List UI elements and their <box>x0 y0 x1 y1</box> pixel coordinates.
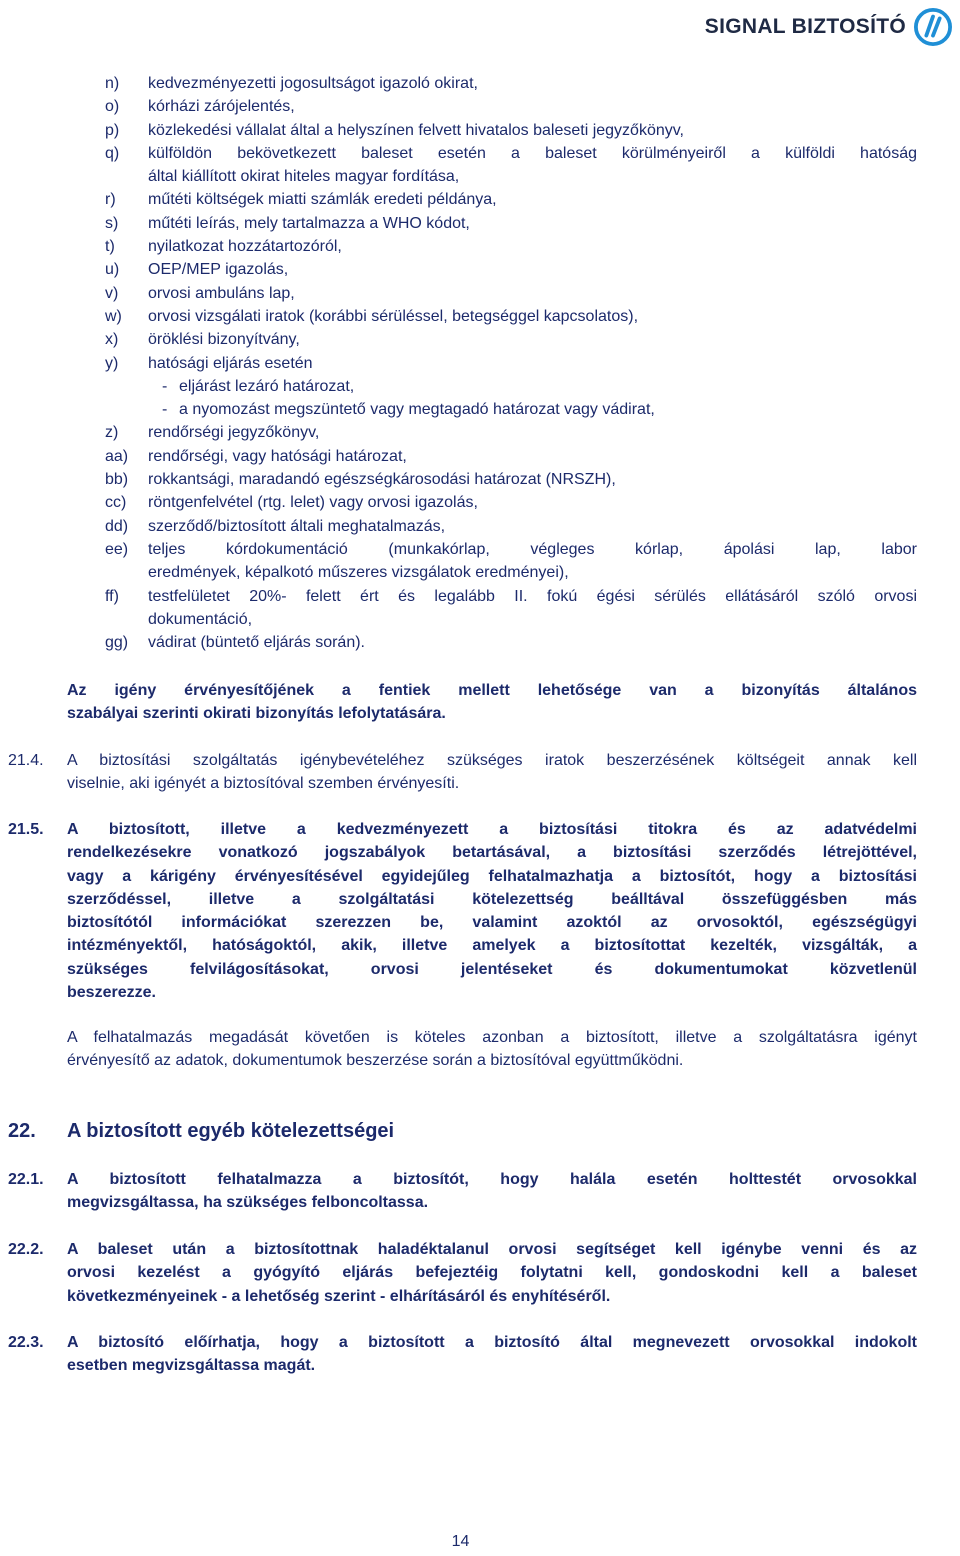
section-22-3: 22.3. A biztosító előírhatja, hogy a biztosított a biztosító által megnevezett orvosokkal indokolt esetben megvizsgáltassa magát. <box>8 1331 917 1378</box>
list-item-z: z) rendőrségi jegyzőkönyv, <box>105 424 320 442</box>
section-number: 22. <box>8 1120 36 1142</box>
section-number: 22.3. <box>8 1334 44 1351</box>
section-number: 21.5. <box>8 821 44 838</box>
section-number: 22.2. <box>8 1241 44 1258</box>
section-number: 21.4. <box>8 752 44 769</box>
list-item-o: o) kórházi zárójelentés, <box>105 98 295 116</box>
page-number: 14 <box>451 1533 470 1550</box>
section-21-5: 21.5. A biztosított, illetve a kedvezményezett a biztosítási titokra és az adatvédelmi rendelkezésekre vonatkozó jogszabályok betartásával, a biztosítási szerződés létrejöttével, vagy a kárigény érvényesítésével egyidejűleg felhatalmazhatja a biztosítót, hogy a biztosítási szerződéssel, illetve a szolgáltatási kötelezettség beálltával összefüggésben más biztosítótól információkat szerezzen be, valamint azoktól az orvosoktól, egészségügyi intézményektől, hatóságoktól, akik, illetve amelyek a biztosítottat kezelték, vizsgálták, a szükséges felvilágosításokat, orvosi jelentéseket és dokumentumokat közvetlenül beszerezze. <box>8 818 917 1004</box>
list-item-p: p) közlekedési vállalat által a helyszínen felvett hivatalos baleseti jegyzőkönyv, <box>105 121 684 139</box>
list-item-cc: cc) röntgenfelvétel (rtg. lelet) vagy orvosi igazolás, <box>105 494 478 512</box>
sub-item-2: - a nyomozást megszüntető vagy megtagadó határozat vagy vádirat, <box>162 401 655 419</box>
document-list <box>105 72 917 654</box>
sub-item-1: - eljárást lezáró határozat, <box>162 377 355 395</box>
brand-name: SIGNAL BIZTOSÍTÓ <box>704 15 906 38</box>
section-title: A biztosított egyéb kötelezettségei <box>67 1120 395 1142</box>
list-item-bb: bb) rokkantsági, maradandó egészségkárosodási határozat (NRSZH), <box>105 471 616 489</box>
list-item-x: x) öröklési bizonyítvány, <box>105 331 300 349</box>
list-item-dd: dd) szerződő/biztosított általi meghatalmazás, <box>105 517 446 535</box>
brand-header <box>705 8 952 46</box>
list-item-ee: ee) teljes kórdokumentáció (munkakórlap, végleges kórlap, ápolási lap, labor eredmények, képalkotó műszeres vizsgálatok eredményei), <box>105 540 917 582</box>
section-21-5-extra: A felhatalmazás megadását követően is köteles azonban a biztosított, illetve a szolgáltatásra igényt érvényesítő az adatok, dokumentumok beszerzése során a biztosítóval együttműködni. <box>67 1029 917 1070</box>
list-item-n: n) kedvezményezetti jogosultságot igazoló okirat, <box>105 75 478 92</box>
section-22-1: 22.1. A biztosított felhatalmazza a biztosítót, hogy halála esetén holttestét orvosokkal megvizsgáltassa, ha szükséges felboncoltassa. <box>8 1168 917 1215</box>
list-item-t: t) nyilatkozat hozzátartozóról, <box>105 238 342 256</box>
list-item-s: s) műtéti leírás, mely tartalmazza a WHO kódot, <box>105 214 470 232</box>
bold-note: Az igény érvényesítőjének a fentiek mellett lehetősége van a bizonyítás általános szabályai szerinti okirati bizonyítás lefolytatására. <box>67 682 917 723</box>
signal-logo-icon <box>914 8 952 46</box>
list-item-q: q) külföldön bekövetkezett baleset esetén a baleset körülményeiről a külföldi hatóság által kiállított okirat hiteles magyar fordítása, <box>105 144 917 186</box>
list-item-w: w) orvosi vizsgálati iratok (korábbi sérüléssel, betegséggel kapcsolatos), <box>105 307 639 325</box>
section-number: 22.1. <box>8 1171 44 1188</box>
list-item-r: r) műtéti költségek miatti számlák eredeti példánya, <box>105 191 497 209</box>
list-item-gg: gg) vádirat (büntető eljárás során). <box>105 634 365 652</box>
section-22-2: 22.2. A baleset után a biztosítottnak haladéktalanul orvosi segítséget kell igénybe venni és az orvosi kezelést a gyógyító eljárás befejeztéig folytatni kell, gondoskodni kell a baleset következményeinek - a lehetőség szerint - elhárításáról és enyhítéséről. <box>8 1238 917 1308</box>
section-22-heading <box>8 1120 917 1143</box>
list-item-ff: ff) testfelületet 20%- felett ért és legalább II. fokú égési sérülés ellátásáról szóló orvosi dokumentáció, <box>105 587 917 628</box>
list-item-v: v) orvosi ambuláns lap, <box>105 284 295 302</box>
section-21-4: 21.4. A biztosítási szolgáltatás igénybevételéhez szükséges iratok beszerzésének költségeit annak kell viselnie, aki igényét a biztosítóval szemben érvényesíti. <box>8 749 917 796</box>
list-item-u: u) OEP/MEP igazolás, <box>105 261 289 279</box>
list-item-aa: aa) rendőrségi, vagy hatósági határozat, <box>105 447 407 465</box>
list-item-y: y) hatósági eljárás esetén <box>105 354 313 372</box>
